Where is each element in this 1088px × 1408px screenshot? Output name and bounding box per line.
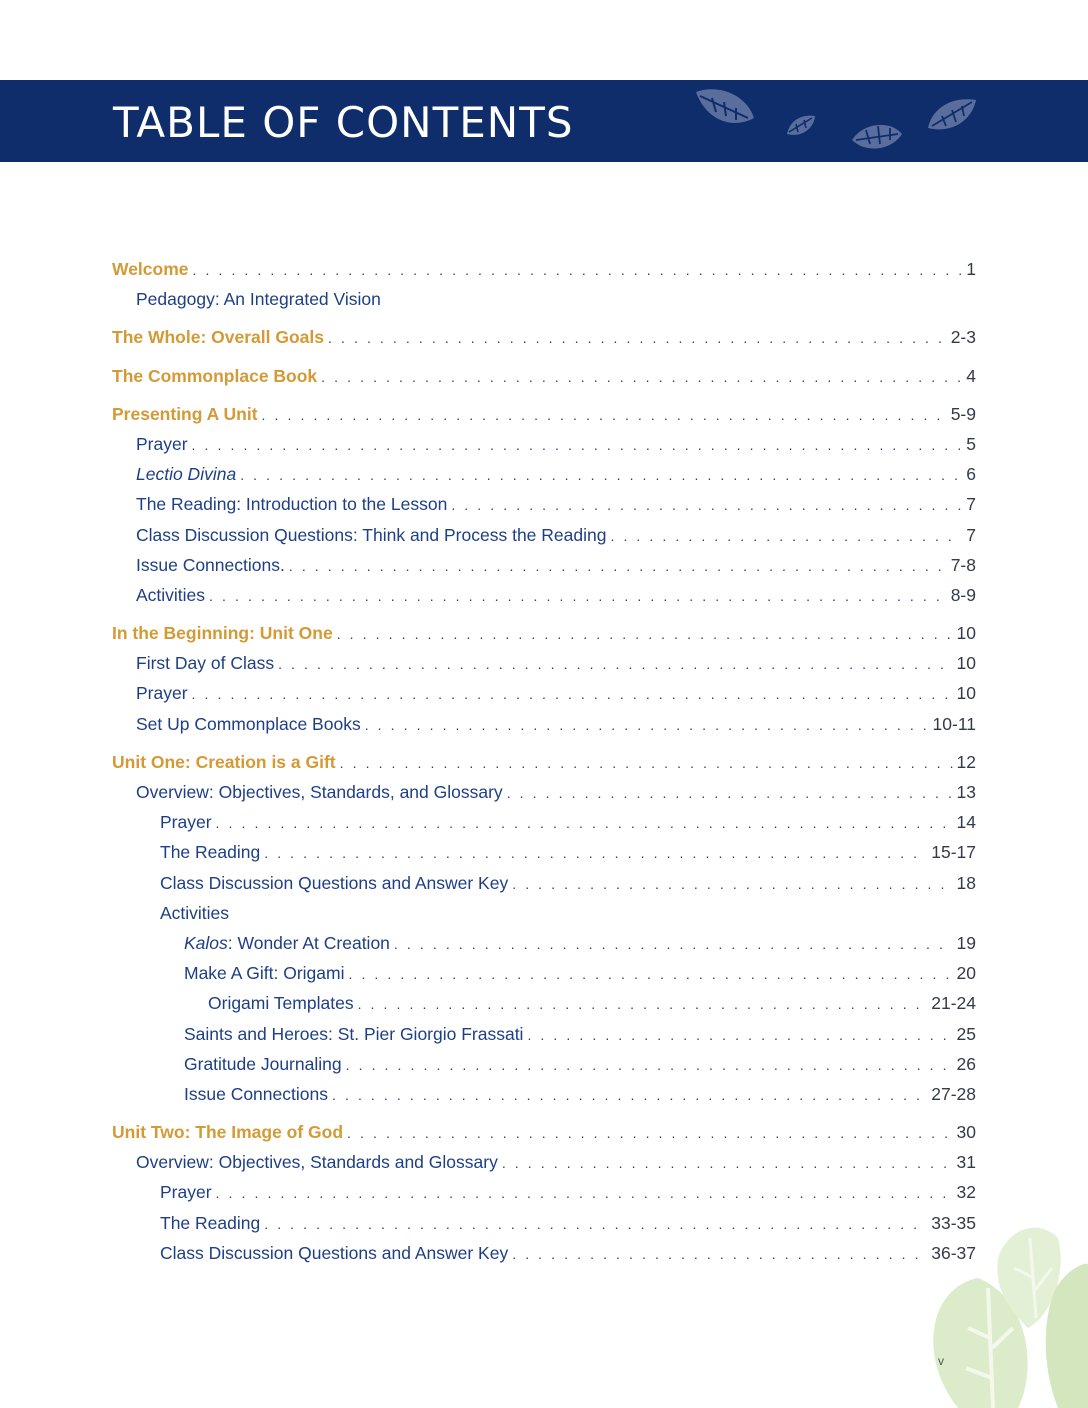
- toc-page-number: 19: [956, 932, 976, 953]
- toc-entry-label: Welcome: [112, 259, 189, 279]
- dot-leader: [610, 521, 962, 551]
- toc-entry[interactable]: [112, 429, 976, 459]
- toc-entry[interactable]: [112, 837, 976, 867]
- toc-entry[interactable]: [112, 284, 976, 314]
- header-banner: [0, 80, 1088, 162]
- toc-page-number: 36-37: [931, 1242, 976, 1263]
- toc-entry-label-suffix: : Wonder At Creation: [227, 932, 390, 953]
- toc-entry-label: Unit One: Creation is a Gift: [112, 751, 336, 772]
- toc-page-number: 32: [956, 1182, 976, 1203]
- toc-page-number: 31: [956, 1152, 976, 1173]
- toc-entry-label: Origami Templates: [208, 993, 354, 1014]
- toc-page-number: 10: [956, 653, 976, 674]
- toc-page-number: 4: [966, 365, 976, 386]
- dot-leader: [289, 551, 947, 581]
- toc-entry-label: Pedagogy: An Integrated Vision: [136, 289, 381, 310]
- toc-entry-label: Overview: Objectives, Standards and Glossary: [136, 1152, 498, 1173]
- dot-leader: [527, 1020, 952, 1050]
- dot-leader: [240, 460, 962, 490]
- toc-section-heading[interactable]: [112, 361, 976, 391]
- toc-entry[interactable]: [112, 678, 976, 708]
- toc-entry-label: Prayer: [136, 433, 188, 454]
- dot-leader: [347, 1118, 952, 1148]
- toc-entry[interactable]: [112, 958, 976, 988]
- dot-leader: [264, 838, 927, 868]
- leaf-icon: [924, 94, 980, 134]
- leaf-icon: [784, 112, 818, 140]
- dot-leader: [328, 323, 947, 353]
- toc-entry[interactable]: [112, 459, 976, 489]
- decorative-leaves-icon: [918, 1218, 1088, 1408]
- toc-page-number: 1: [966, 259, 976, 279]
- toc-entry[interactable]: [112, 520, 976, 550]
- toc-entry[interactable]: [112, 550, 976, 580]
- toc-entry-label: [136, 459, 236, 489]
- toc-entry-label: Prayer: [136, 683, 188, 704]
- dot-leader: [394, 929, 953, 959]
- dot-leader: [264, 1209, 927, 1239]
- dot-leader: [365, 710, 929, 740]
- toc-page-number: 26: [956, 1053, 976, 1074]
- dot-leader: [507, 778, 953, 808]
- toc-entry[interactable]: [112, 928, 976, 958]
- page-number: v: [938, 1354, 944, 1368]
- dot-leader: [192, 430, 963, 460]
- toc-page-number: 10-11: [932, 713, 976, 734]
- toc-entry-label: Issue Connections.: [136, 554, 285, 575]
- toc-entry[interactable]: [112, 648, 976, 678]
- toc-entry[interactable]: [112, 489, 976, 519]
- toc-page-number: 10: [956, 623, 976, 644]
- toc-section-heading[interactable]: [112, 618, 976, 648]
- toc-page-number: 12: [956, 751, 976, 772]
- dot-leader: [278, 649, 952, 679]
- toc-page-number: 14: [956, 812, 976, 833]
- dot-leader: [216, 808, 953, 838]
- toc-page-number: 27-28: [931, 1083, 976, 1104]
- toc-page-number: 33-35: [931, 1212, 976, 1233]
- toc-entry-label: Activities: [136, 584, 206, 605]
- dot-leader: [348, 959, 952, 989]
- dot-leader: [321, 362, 962, 392]
- toc-entry-label: Class Discussion Questions: Think and Process the Reading: [136, 524, 607, 545]
- toc-entry[interactable]: [112, 1019, 976, 1049]
- page-title: TABLE OF CONTENTS: [113, 98, 574, 147]
- toc-entry-label: The Reading: Introduction to the Lesson: [136, 494, 448, 515]
- toc-entry[interactable]: [112, 898, 976, 928]
- toc-page-number: 7: [966, 494, 976, 515]
- toc-page-number: 18: [956, 872, 976, 893]
- toc-entry-label: Issue Connections: [184, 1083, 328, 1104]
- toc-entry[interactable]: [112, 1177, 976, 1207]
- dot-leader: [340, 748, 953, 778]
- toc-entry[interactable]: [112, 988, 976, 1018]
- dot-leader: [193, 255, 963, 285]
- toc-entry-label: Class Discussion Questions and Answer Key: [160, 872, 509, 893]
- toc-entry-label: Prayer: [160, 1182, 212, 1203]
- toc-section-heading[interactable]: [112, 322, 976, 352]
- toc-page-number: 25: [956, 1023, 976, 1044]
- toc-page-number: 5: [966, 433, 976, 454]
- toc-section-heading[interactable]: [112, 747, 976, 777]
- toc-page-number: 2-3: [950, 327, 976, 348]
- toc-entry-label: Unit Two: The Image of God: [112, 1122, 344, 1143]
- toc-entry-label: Set Up Commonplace Books: [136, 713, 361, 734]
- dot-leader: [358, 989, 928, 1019]
- toc-entry-label: The Whole: Overall Goals: [112, 327, 324, 348]
- dot-leader: [512, 869, 952, 899]
- toc-page-number: 13: [956, 782, 976, 802]
- toc-section-heading[interactable]: [112, 254, 976, 284]
- toc-page-number: 30: [956, 1122, 976, 1143]
- toc-entry[interactable]: [112, 1208, 976, 1238]
- dot-leader: [262, 400, 947, 430]
- dot-leader: [451, 490, 962, 520]
- dot-leader: [209, 581, 947, 611]
- toc-entry-label: Class Discussion Questions and Answer Key: [160, 1242, 509, 1263]
- toc-entry[interactable]: [112, 1049, 976, 1079]
- dot-leader: [332, 1080, 927, 1110]
- dot-leader: [512, 1239, 927, 1269]
- toc-entry[interactable]: [112, 777, 976, 807]
- toc-entry[interactable]: [112, 868, 976, 898]
- toc-page-number: 7-8: [950, 554, 976, 575]
- toc-entry-label: Prayer: [160, 812, 212, 833]
- toc-section-heading[interactable]: [112, 1117, 976, 1147]
- toc-entry-label: Activities: [160, 902, 230, 923]
- dot-leader: [502, 1148, 953, 1178]
- toc-entry-label: Presenting A Unit: [112, 403, 258, 424]
- toc-entry-label: Saints and Heroes: St. Pier Giorgio Frassati: [184, 1023, 524, 1044]
- dot-leader: [192, 679, 953, 709]
- dot-leader: [346, 1050, 953, 1080]
- leaf-icon: [848, 116, 906, 156]
- toc-entry-label: The Reading: [160, 1212, 261, 1233]
- toc-entry-label: The Reading: [160, 842, 261, 863]
- table-of-contents: [112, 254, 976, 1268]
- toc-entry-label: Overview: Objectives, Standards, and Glossary: [136, 782, 503, 802]
- dot-leader: [216, 1178, 953, 1208]
- toc-entry[interactable]: [112, 580, 976, 610]
- toc-entry-label: The Commonplace Book: [112, 365, 318, 386]
- toc-page-number: 8-9: [950, 584, 976, 605]
- toc-page-number: 10: [956, 683, 976, 704]
- toc-page-number: 6: [966, 464, 976, 485]
- toc-section-heading[interactable]: [112, 399, 976, 429]
- toc-entry-label: Make A Gift: Origami: [184, 963, 345, 984]
- toc-entry-italic-label: Lectio Divina: [136, 464, 237, 485]
- toc-entry-label: In the Beginning: Unit One: [112, 623, 333, 644]
- toc-entry-label: Gratitude Journaling: [184, 1053, 342, 1074]
- toc-page-number: 21-24: [931, 993, 976, 1014]
- toc-page-number: 5-9: [950, 403, 976, 424]
- leaf-icon: [690, 82, 760, 134]
- toc-entry[interactable]: [112, 807, 976, 837]
- toc-entry[interactable]: [112, 1079, 976, 1109]
- dot-leader: [337, 619, 953, 649]
- toc-entry-italic-label: Kalos: [184, 932, 228, 953]
- toc-entry-label: First Day of Class: [136, 653, 275, 674]
- toc-entry-label: [184, 928, 390, 958]
- toc-entry[interactable]: [112, 709, 976, 739]
- toc-page-number: 15-17: [931, 842, 976, 863]
- toc-entry[interactable]: [112, 1238, 976, 1268]
- toc-page-number: 20: [956, 963, 976, 984]
- toc-page-number: 7: [966, 524, 976, 545]
- toc-entry[interactable]: [112, 1147, 976, 1177]
